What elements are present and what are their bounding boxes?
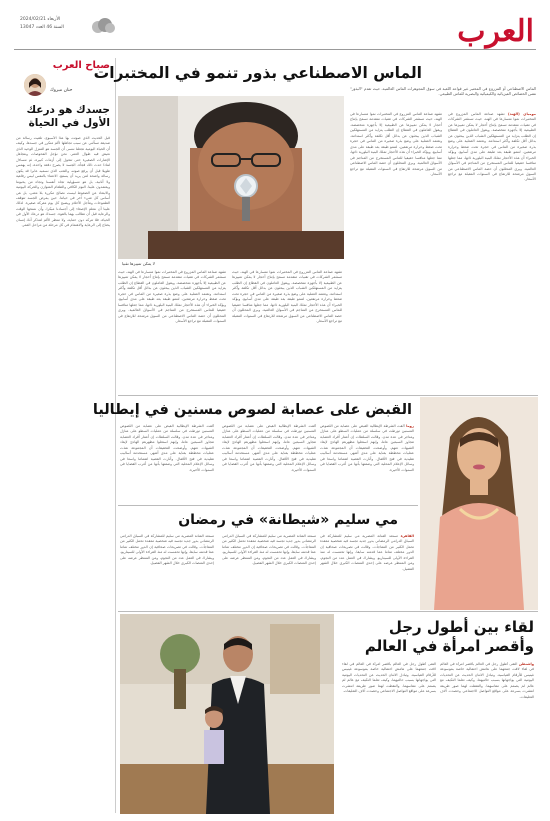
column-divider	[115, 58, 116, 813]
italy-body-col3: ألقت الشرطة الإيطالية القبض على عصابة من اللصوص المسنين تورطت في سلسلة من عمليات السطو على منازل ومتاجر في عدة مدن. وقالت السلطات إن أعمار أفراد العصابة تتجاوز السبعين عاما، وإنهم استغلوا مظهرهم الهادئ لإبعاد الشبهات عنهم. وأوضحت التحقيقات أن المجموعة نفذت عمليات مخططة بعناية على مدى أشهر، مستخدمة أساليب تقليدية في فتح الأقفال. وأثارت القضية اهتماما واسعا في وسائل الإعلام المحلية التي وصفتها بأنها من أغرب القضايا في السنوات الأخيرة.	[120, 424, 214, 472]
mai-headline: مي سليم «شيطانة» في رمضان	[178, 512, 398, 528]
tallest-shortest-photo	[120, 614, 334, 814]
diamonds-body-col1	[448, 112, 536, 390]
diamonds-body-col4: تشهد صناعة الماس المزروع في المختبرات نموا متسارعا في الهند، حيث تستثمر الشركات في تقنيات متقدمة تسمح بإنتاج أحجار لا يمكن تمييزها عن الطبيعية إلا بأجهزة متخصصة. ويقول العاملون في القطاع إن الطلب يتزايد من المستهلكين الشباب الذين يبحثون عن بدائل أقل تكلفة وأكثر استدامة. وتعتمد العملية على وضع بذرة صغيرة من الماس في حجرة تحت ضغط وحرارة مرتفعين، لتنمو طبقة بعد طبقة على مدى أسابيع. ويؤكد الخبراء أن هذه الأحجار تملك البنية البلورية ذاتها، مما جعلها منافسا حقيقيا للماس المستخرج من المناجم في الأسواق العالمية. ويرى المحللون أن حصة الماس الاصطناعي من السوق مرشحة للارتفاع في السنوات المقبلة مع تراجع الأسعار.	[118, 270, 226, 324]
diamond-photo-caption: لا يمكن تمييزها تقنيا	[122, 261, 155, 266]
italy-body-col2: ألقت الشرطة الإيطالية القبض على عصابة من اللصوص المسنين تورطت في سلسلة من عمليات السطو على منازل ومتاجر في عدة مدن. وقالت السلطات إن أعمار أفراد العصابة تتجاوز السبعين عاما، وإنهم استغلوا مظهرهم الهادئ لإبعاد الشبهات عنهم. وأوضحت التحقيقات أن المجموعة نفذت عمليات مخططة بعناية على مدى أشهر، مستخدمة أساليب تقليدية في فتح الأقفال. وأثارت القضية اهتماما واسعا في وسائل الإعلام المحلية التي وصفتها بأنها من أغرب القضايا في السنوات الأخيرة.	[222, 424, 316, 472]
masthead	[0, 0, 550, 62]
masthead-logo: العرب	[457, 14, 534, 49]
italy-body-col1	[320, 424, 414, 502]
italy-article	[92, 396, 418, 504]
mai-body-col3: تستعد الفنانة المصرية مي سليم للمشاركة في السباق الدرامي الرمضاني بدور جديد تجسد فيه شخصية معقدة تحمل الكثير من المفاجآت. وقالت في تصريحات صحافية إن الدور مختلف تماما عما قدمته سابقا، وإنها تحمست له منذ القراءة الأولى للسيناريو. ويشارك في العمل عدد من النجوم، ومن المنتظر عرضه على إحدى المنصات الكبرى خلال الشهر الفضيل.	[120, 534, 214, 566]
mai-body-text: تستعد الفنانة المصرية مي سليم للمشاركة في السباق الدرامي الرمضاني بدور جديد تجسد فيه شخصية معقدة تحمل الكثير من المفاجآت. وقالت في تصريحات صحافية إن الدور مختلف تماما عما قدمته سابقا، وإنها تحمست له منذ القراءة الأولى للسيناريو. ويشارك في العمل عدد من النجوم، ومن المنتظر عرضه على إحدى المنصات الكبرى خلال الشهر الفضيل.	[320, 534, 414, 571]
meeting-dateline: واشنطن	[518, 662, 534, 666]
diamonds-body-col2: تشهد صناعة الماس المزروع في المختبرات نموا متسارعا في الهند، حيث تستثمر الشركات في تقنيات متقدمة تسمح بإنتاج أحجار لا يمكن تمييزها عن الطبيعية إلا بأجهزة متخصصة. ويقول العاملون في القطاع إن الطلب يتزايد من المستهلكين الشباب الذين يبحثون عن بدائل أقل تكلفة وأكثر استدامة. وتعتمد العملية على وضع بذرة صغيرة من الماس في حجرة تحت ضغط وحرارة مرتفعين، لتنمو طبقة بعد طبقة على مدى أسابيع. ويؤكد الخبراء أن هذه الأحجار تملك البنية البلورية ذاتها، مما جعلها منافسا حقيقيا للماس المستخرج من المناجم في الأسواق العالمية. ويرى المحللون أن حصة الماس الاصطناعي من السوق مرشحة للارتفاع في السنوات المقبلة مع تراجع الأسعار.	[350, 112, 442, 176]
opinion-title: جسدك هو درعك الأول في الحياة	[26, 104, 110, 129]
meeting-body-text: التقى أطول رجل في العالم بأقصر امرأة في العالم في لقاء لافت جمعهما على هامش احتفالية خاصة بموسوعة غينيس للأرقام القياسية. وتبادل الاثنان الحديث عن التحديات اليومية التي يواجهانها بسبب حالتيهما، وكيف تعلما التكيف مع عالم لم يصمم على مقاسهما. والتقطت لهما صور طريفة انتشرت بسرعة على مواقع التواصل الاجتماعي وحصدت آلاف التعليقات.	[440, 662, 534, 699]
meeting-body-col2: التقى أطول رجل في العالم بأقصر امرأة في العالم في لقاء لافت جمعهما على هامش احتفالية خاصة بموسوعة غينيس للأرقام القياسية. وتبادل الاثنان الحديث عن التحديات اليومية التي يواجهانها بسبب حالتيهما، وكيف تعلما التكيف مع عالم لم يصمم على مقاسهما. والتقطت لهما صور طريفة انتشرت بسرعة على مواقع التواصل الاجتماعي وحصدت آلاف التعليقات.	[342, 662, 436, 694]
meeting-headline: لقاء بين أطول رجل وأقصر امرأة في العالم	[364, 618, 534, 655]
meeting-body-col1	[440, 662, 534, 812]
opinion-column	[14, 56, 112, 811]
mai-body-col2: تستعد الفنانة المصرية مي سليم للمشاركة في السباق الدرامي الرمضاني بدور جديد تجسد فيه شخصية معقدة تحمل الكثير من المفاجآت. وقالت في تصريحات صحافية إن الدور مختلف تماما عما قدمته سابقا، وإنها تحمست له منذ القراءة الأولى للسيناريو. ويشارك في العمل عدد من النجوم، ومن المنتظر عرضه على إحدى المنصات الكبرى خلال الشهر الفضيل.	[222, 534, 316, 566]
meeting-article	[336, 612, 538, 814]
diamonds-body-text-1: تشهد صناعة الماس المزروع في المختبرات نموا متسارعا في الهند، حيث تستثمر الشركات في تقنيات متقدمة تسمح بإنتاج أحجار لا يمكن تمييزها عن الطبيعية إلا بأجهزة متخصصة. ويقول العاملون في القطاع إن الطلب يتزايد من المستهلكين الشباب الذين يبحثون عن بدائل أقل تكلفة وأكثر استدامة. وتعتمد العملية على وضع بذرة صغيرة من الماس في حجرة تحت ضغط وحرارة مرتفعين، لتنمو طبقة بعد طبقة على مدى أسابيع. ويؤكد الخبراء أن هذه الأحجار تملك البنية البلورية ذاتها، مما جعلها منافسا حقيقيا للماس المستخرج من المناجم في الأسواق العالمية. ويرى المحللون أن حصة الماس الاصطناعي من السوق مرشحة للارتفاع في السنوات المقبلة مع تراجع الأسعار.	[448, 112, 536, 182]
diamonds-headline: الماس الاصطناعي بذور تنمو في المختبرات	[93, 64, 422, 82]
masthead-date: الأربعاء 2024/02/21	[20, 17, 61, 22]
mai-selim-photo	[420, 397, 538, 610]
opinion-body: قبل الحديث الذي صوتت بها هذا الأسبوع، تلقيت رسالة من صديقة تسألني عن سبب تجاهلها لألم متكرر في جسدها، وكيف أن الحياة اليومية تجعلنا ننسى أن الجسد هو المنزل الوحيد الذي نعيش فيه طوال العمر. نحن نؤجل الفحوصات ونتجاهل الإشارات الصغيرة حتى تتحول إلى أزمات كبيرة، ثم نتساءل لماذا حدث ذلك فجأة. الجسد لا يصرخ دفعة واحدة، إنه يهمس طويلا قبل أن يرفع صوته، والتعب الذي نسميه عابرا قد يكون رسالة واضحة لمن يريد أن يسمع. الاعتناء بالنفس ليس رفاهية ولا أنانية، بل هو مسؤولية تجاه أنفسنا وتجاه من يحبوننا ويعتمدون علينا. النوم الكافي والطعام المتوازن والحركة اليومية والابتعاد عن الضغوط ليست نصائح مكررة بلا معنى، بل هي أساس كل شيء آخر في حياتنا. حين يمرض الجسد تتوقف الطموحات وتتأجل الأحلام ويصبح كل يوم معركة صغيرة. لذلك علينا أن نتعلم الإصغاء إلى أجسادنا مبكرا، وأن نمنحها الوقت والرعاية قبل أن تطالب بهما بالقوة. جسدك هو درعك الأول في الحياة، فلا تتركه دون حماية، ولا تنتظر الألم لتتذكر أنك إنسان يحتاج إلى الرعاية والاهتمام في كل مرحلة من مراحل العمر.	[16, 136, 110, 228]
diamond-photo	[118, 96, 344, 259]
italy-body-text: ألقت الشرطة الإيطالية القبض على عصابة من اللصوص المسنين تورطت في سلسلة من عمليات السطو على منازل ومتاجر في عدة مدن. وقالت السلطات إن أعمار أفراد العصابة تتجاوز السبعين عاما، وإنهم استغلوا مظهرهم الهادئ لإبعاد الشبهات عنهم. وأوضحت التحقيقات أن المجموعة نفذت عمليات مخططة بعناية على مدى أشهر، مستخدمة أساليب تقليدية في فتح الأقفال. وأثارت القضية اهتماما واسعا في وسائل الإعلام المحلية التي وصفتها بأنها من أغرب القضايا في السنوات الأخيرة.	[320, 424, 414, 472]
italy-headline: القبض على عصابة لصوص مسنين في إيطاليا	[92, 402, 412, 418]
italy-dateline: روما	[406, 424, 414, 428]
author-name: حنان مبروك	[50, 88, 73, 93]
author-avatar	[24, 74, 46, 96]
masthead-divider	[14, 49, 536, 50]
masthead-issue: السنة 46 العدد 13047	[20, 25, 64, 30]
mai-body-col1	[320, 534, 414, 608]
diamonds-intro: الماس الاصطناعي أو المزروع في المختبر غير قواعد اللعبة في سوق المجوهرات الماس العالمية، حيث تقدم "البذور" نفس الخصائص الفيزيائية والكيميائية والبصرية للماس الطبيعي.	[350, 86, 536, 97]
diamonds-body-col3: تشهد صناعة الماس المزروع في المختبرات نموا متسارعا في الهند، حيث تستثمر الشركات في تقنيات متقدمة تسمح بإنتاج أحجار لا يمكن تمييزها عن الطبيعية إلا بأجهزة متخصصة. ويقول العاملون في القطاع إن الطلب يتزايد من المستهلكين الشباب الذين يبحثون عن بدائل أقل تكلفة وأكثر استدامة. وتعتمد العملية على وضع بذرة صغيرة من الماس في حجرة تحت ضغط وحرارة مرتفعين، لتنمو طبقة بعد طبقة على مدى أسابيع. ويؤكد الخبراء أن هذه الأحجار تملك البنية البلورية ذاتها، مما جعلها منافسا حقيقيا للماس المستخرج من المناجم في الأسواق العالمية. ويرى المحللون أن حصة الماس الاصطناعي من السوق مرشحة للارتفاع في السنوات المقبلة مع تراجع الأسعار.	[232, 270, 342, 324]
opinion-section-label: صباح العرب	[52, 60, 110, 71]
mai-dateline: القاهرة	[400, 534, 414, 538]
diamonds-article	[93, 56, 538, 394]
mai-article	[118, 506, 418, 610]
diamonds-dateline: مومباي (الهند)	[507, 112, 536, 116]
cloud-logo-icon	[90, 18, 116, 38]
